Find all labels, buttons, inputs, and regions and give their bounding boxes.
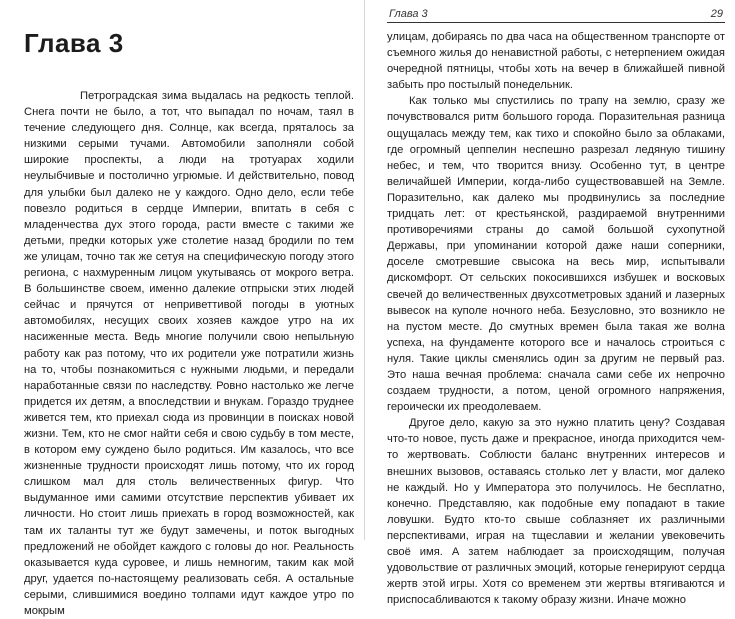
page-number: 29: [710, 8, 723, 20]
left-page: [0, 0, 364, 617]
left-paragraph-1: Петроградская зима выдалась на редкость теплой. Снега почти не было, а тот, что выпадал по ночам, таял в течение следующего дня. Солнце, как всегда, пряталось за низкими серыми тучами. Автомобили заполняли собой широкие проспекты, а люди на тротуарах ходили неулыбчивые и постолично угрюмые. И действительно, повод для улыбки был далеко не у каждого. Одно дело, если тебе повезло родиться в сердце Империи, впитать в себя с младенчества дух этого города, расти вместе с такими же детьми, предки которых уже столетие назад бродили по тем же улицам, точно так же сетуя на специфическую погоду этого региона, с нахмуренным лицом укутываясь от мокрого ветра. В большинстве своем, именно далекие отпрыски этих людей сейчас и прячутся от неприветтивой погоды в уютных автомобилях, несущих своих хозяев каждое утро на их насиженные места. Ведь многие получили свою непыльную работу как раз потому, что их родители уже потратили жизнь на то, чтобы познакомиться с нужными людьми, и передали наработанные связи по наследству. Ровно настолько же легче придется их детям, а впоследствии и внукам. Гораздо труднее живется тем, кто приехал сюда из провинции в поисках новой жизни. Тем, кто не смог найти себя и свою судьбу в том месте, в котором ему суждено было родиться. Им казалось, что все жизненные трудности происходят лишь потому, что их город слишком мал для столь величественных фигур. Что выдуманное ими самими отсутствие перспектив убивает их личности. Но стоит лишь приехать в город возможностей, как там их таланты тут же будут замечены, и поток выгодных предложений не обойдет каждого с головы до ног. Реальность оказывается куда суровее, и лишь немногим, таким как мой друг, удается по-настоящему реализовать себя. А остальные серыми, слившимися воедино толпами идут каждое утро по мокрым: [24, 90, 354, 617]
right-paragraph-1: улицам, добираясь по два часа на общественном транспорте от съемного жилья до ненавистной работы, с нетерпением ожидая очередной пятницы, чтобы хоть на вечер в ближайшей пивной забыть про постылый понедельник.: [387, 31, 725, 92]
chapter-title: Глава 3: [24, 28, 124, 58]
right-paragraph-2: Как только мы спустились по трапу на землю, сразу же почувствовался ритм большого города. Поразительная разница ощущалась между тем, как тихо и спокойно было за облаками, где огромный цеппелин неспешно разрезал ледяную тишину небес, и тем, что творится внизу. Особенно тут, в центре величайшей Империи, когда-либо существовавшей на Земле. Поразительно, как далеко мы продвинулись за последние тридцать лет: от крестьянской, раздираемой внутренними противоречиями страны до самой большой сухопутной Державы, при упоминании которой даже наши соперники, доселе смотревшие свысока на весь мир, испытывали дискомфорт. От сельских покосившихся избушек и восковых свечей до величественных двухсотметровых зданий и лазерных вывесок на куполе ночного неба. Безусловно, это возникло не на пустом месте. До смутных времен была такая же волна успеха, на фундаменте которого все и началось строиться с нуля. Такие циклы сменялись один за другим не первый раз. Это наша вечная проблема: сначала сами себе их непрочно создаем трудности, а потом, ценой огромного напряжения, героически их преодолеваем.: [387, 95, 725, 414]
right-paragraph-3: Другое дело, какую за это нужно платить цену? Создавая что-то новое, пусть даже и прекрасное, иногда приходится чем-то жертвовать. Соблюсти баланс внутренних интересов и внешних вызовов, оставаясь столько лет у власти, мог далеко не каждый. Но у Императора это получилось. Не бесплатно, конечно. Представляю, как подобные ему попадают в такие ловушки. Будто кто-то свыше соблазняет их различными перспективами, играя на тщеславии и желании увековечить своё имя. А затем наблюдает за происходящим, получая удовольствие от различных эмоций, которые генерируют сердца жертв этой игры. Хотя со временем эти жертвы втягиваются и приспосабливаются к такому образу жизни. Иначе можно: [387, 417, 725, 607]
right-page: [364, 0, 735, 607]
running-head: [387, 8, 725, 23]
running-head-chapter: Глава 3: [389, 8, 428, 20]
